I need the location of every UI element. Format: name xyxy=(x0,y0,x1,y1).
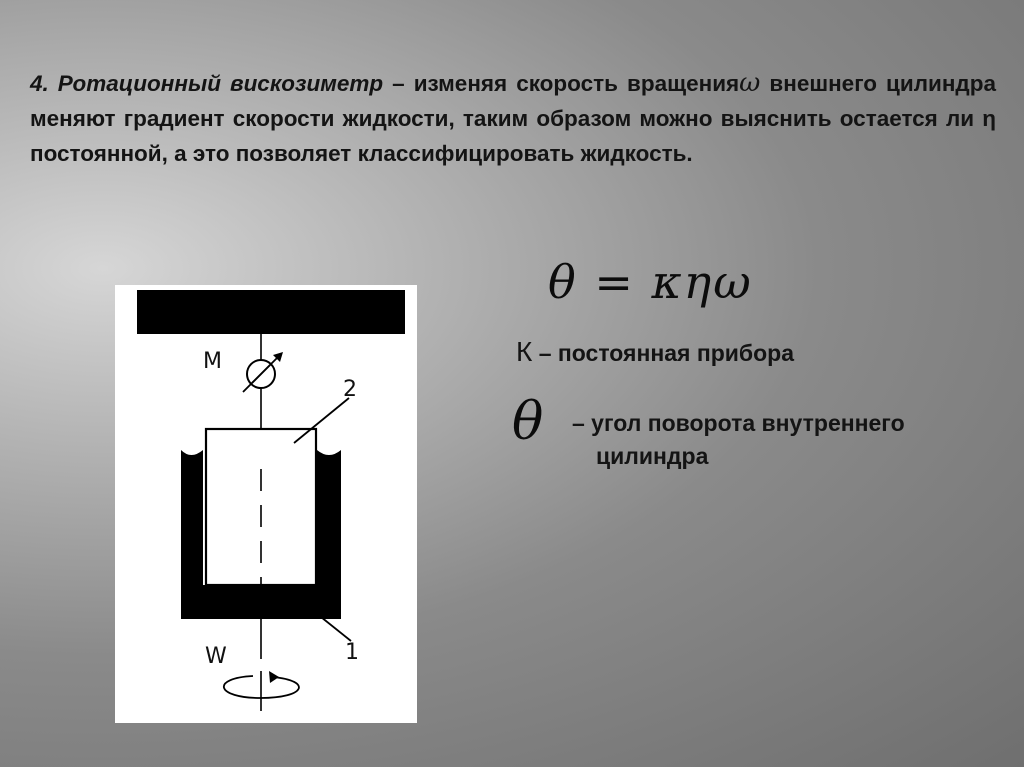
label-2: 2 xyxy=(343,377,357,402)
k-definition-line xyxy=(516,336,794,368)
viscometer-svg xyxy=(115,285,417,723)
leader-line-1 xyxy=(321,617,351,641)
theta-symbol: θ xyxy=(512,392,544,452)
text-part-b: внешнего цилиндра меняют градиент скорости жидкости, таким образом можно выяснить остается ли η постоянной, а это позволяет классифицировать жидкость. xyxy=(30,71,996,166)
top-mount-bar xyxy=(137,290,405,334)
meter-icon xyxy=(243,352,283,392)
k-definition: – постоянная прибора xyxy=(532,340,795,366)
label-w: W xyxy=(205,644,227,669)
heading-lead: 4. Ротационный вискозиметр xyxy=(30,71,384,96)
description-paragraph xyxy=(30,66,996,171)
viscometer-diagram xyxy=(115,285,417,723)
leader-line-2 xyxy=(294,398,349,443)
omega-symbol: ω xyxy=(739,68,761,98)
theta-definition-line1: – угол поворота внутреннего xyxy=(572,410,905,436)
label-m: M xyxy=(203,349,222,374)
formula: θ = κηω xyxy=(548,255,753,309)
k-symbol: К xyxy=(516,336,533,367)
theta-definition xyxy=(572,407,1002,473)
theta-definition-line2: цилиндра xyxy=(596,443,709,469)
heading-dash: – xyxy=(383,71,414,96)
label-1: 1 xyxy=(345,640,359,665)
text-part-a: изменяя скорость вращения xyxy=(413,71,740,96)
